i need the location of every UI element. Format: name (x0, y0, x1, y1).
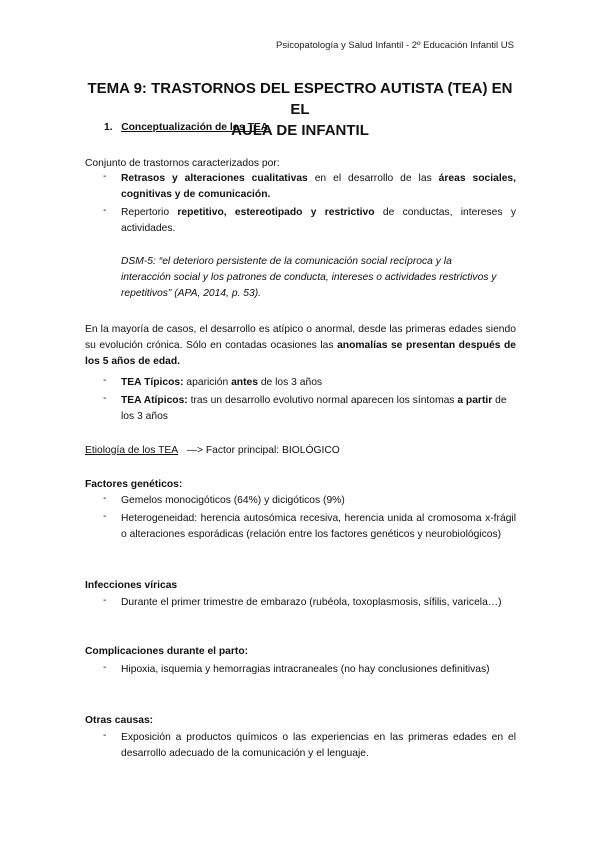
page-header: Psicopatología y Salud Infantil - 2º Educación Infantil US (276, 40, 514, 51)
b2-post: de conductas, intereses y actividades. (121, 207, 516, 234)
bullet-dash: - (103, 662, 107, 673)
etiologia-line (85, 443, 340, 459)
tipicos-text1: aparición (183, 377, 232, 388)
title-line-1: TEMA 9: TRASTORNOS DEL ESPECTRO AUTISTA (TEA) EN EL (87, 80, 513, 118)
geneticos-item-2: Heterogeneidad: herencia autosómica recesiva, herencia unida al cromosoma x-frágil o alteraciones esporádicas (relación entre los factores genéticos y neurobiológicos) (121, 513, 516, 540)
intro-text: Conjunto de trastornos caracterizados por: (85, 158, 280, 169)
bullet-dash: - (103, 511, 107, 522)
tipicos-text2: de los 3 años (257, 377, 323, 388)
atipicos-text1: tras un desarrollo evolutivo normal aparecen los síntomas (187, 395, 458, 406)
bullet-tea-atipicos (121, 393, 516, 425)
bullet-dash: - (103, 375, 107, 386)
geneticos-item-1: Gemelos monocigóticos (64%) y dicigóticos (9%) (121, 495, 345, 506)
b1-mid: en el desarrollo de las (307, 173, 439, 184)
atipicos-bold2: a partir (457, 395, 493, 406)
bullet-dash: - (103, 595, 107, 606)
section-number: 1. (104, 122, 113, 133)
atipicos-label: TEA Atípicos: (121, 395, 188, 406)
bullet-dash: - (103, 393, 107, 404)
otras-item-1: Exposición a productos químicos o las experiencias en las primeras edades en el desarrollo adecuado de la comunicación y el lenguaje. (121, 732, 516, 759)
atipicos-text2: de los 3 años (121, 395, 507, 422)
tipicos-bold2: antes (231, 377, 258, 388)
etiologia-label: Etiología de los TEA (85, 445, 179, 456)
bullet-dash: - (103, 171, 107, 182)
bullet-dash: - (103, 730, 107, 741)
paragraph-evolucion (85, 322, 516, 370)
geneticos-heading: Factores genéticos: (85, 479, 183, 490)
etiologia-arrow: —> Factor principal: BIOLÓGICO (186, 445, 340, 456)
bullet-retrasos (121, 171, 516, 203)
b1-bold2: áreas sociales, cognitivas y de comunicación. (121, 173, 517, 200)
infecciones-heading: Infecciones víricas (85, 580, 178, 591)
title-line-2: AULA DE INFANTIL (231, 122, 369, 139)
b2-pre: Repertorio (121, 207, 178, 218)
p2-bold: anomalías se presentan después de los 5 años de edad. (85, 340, 517, 367)
bullet-dash: - (103, 493, 107, 504)
otras-heading: Otras causas: (85, 715, 154, 726)
dsm-quote: DSM-5: “el deterioro persistente de la comunicación social recíproca y la interacción social y los patrones de conducta, intereses o actividades restrictivos y repetitivos” (APA, 2014, p. 53). (121, 256, 497, 299)
complicaciones-item-1: Hipoxia, isquemia y hemorragias intracraneales (no hay conclusiones definitivas) (121, 664, 490, 675)
section-title: Conceptualización de los TEA (121, 122, 269, 133)
complicaciones-heading: Complicaciones durante el parto: (85, 646, 249, 657)
bullet-dash: - (103, 205, 107, 216)
section-heading (104, 120, 268, 136)
bullet-repertorio (121, 205, 516, 237)
bullet-tea-tipicos (121, 375, 516, 391)
b2-bold: repetitivo, estereotipado y restrictivo (177, 207, 375, 218)
b1-bold: Retrasos y alteraciones cualitativas (121, 173, 308, 184)
tipicos-label: TEA Típicos: (121, 377, 184, 388)
infecciones-item-1: Durante el primer trimestre de embarazo (rubéola, toxoplasmosis, sífilis, varicela…) (121, 597, 502, 608)
p2-text: En la mayoría de casos, el desarrollo es atípico o anormal, desde las primeras edades siendo su evolución crónica. Sólo en contadas ocasiones las (85, 324, 516, 351)
